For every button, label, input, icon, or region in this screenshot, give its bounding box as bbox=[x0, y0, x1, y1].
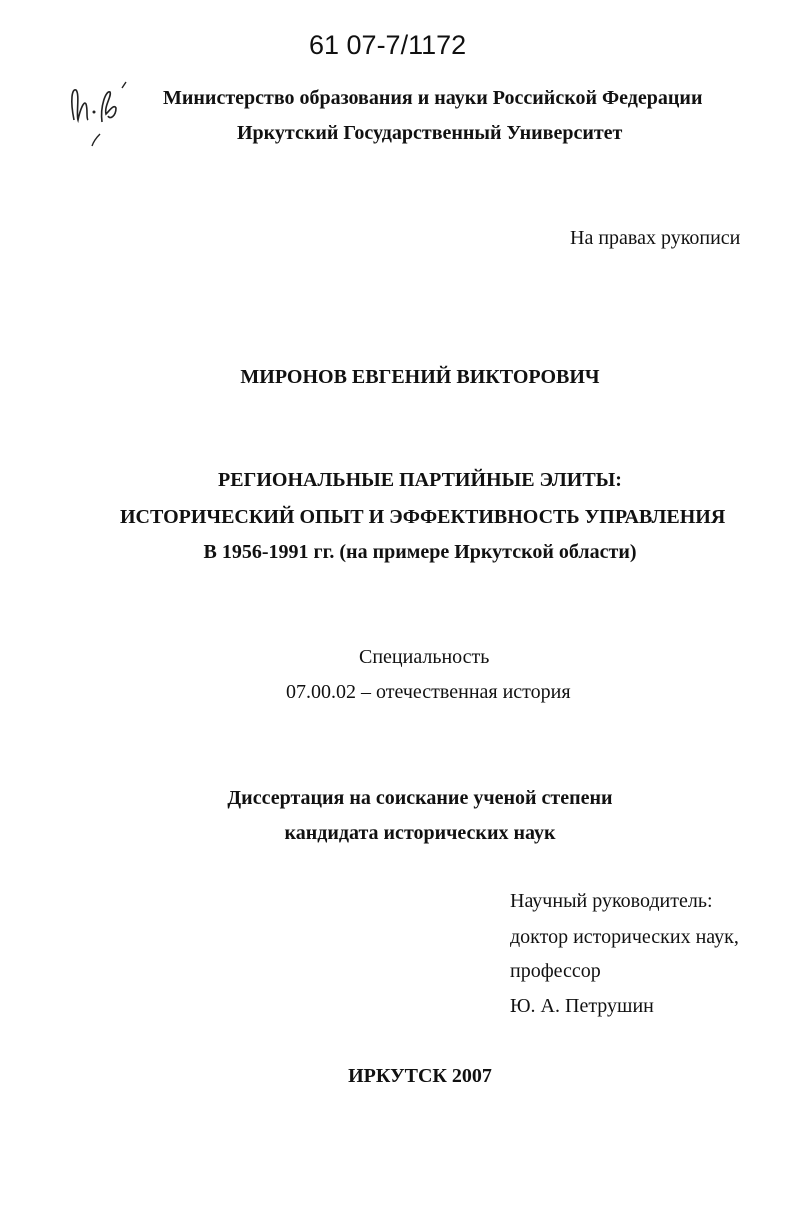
university-name: Иркутский Государственный Университет bbox=[237, 122, 623, 144]
supervisor-rank: профессор bbox=[510, 960, 601, 982]
supervisor-degree: доктор исторических наук, bbox=[510, 926, 739, 948]
specialty-value: 07.00.02 – отечественная история bbox=[286, 681, 571, 703]
dissertation-line-1: Диссертация на соискание ученой степени bbox=[227, 787, 613, 809]
city-year: ИРКУТСК 2007 bbox=[348, 1065, 492, 1087]
supervisor-name: Ю. А. Петрушин bbox=[510, 995, 654, 1017]
archive-code: 61 07-7/1172 bbox=[309, 30, 467, 60]
dissertation-line-2: кандидата исторических наук bbox=[284, 822, 556, 844]
manuscript-note: На правах рукописи bbox=[570, 227, 741, 249]
title-line-2: ИСТОРИЧЕСКИЙ ОПЫТ И ЭФФЕКТИВНОСТЬ УПРАВЛЕНИЯ bbox=[120, 506, 726, 528]
handwritten-signature bbox=[62, 70, 132, 150]
ministry-name: Министерство образования и науки Российской Федерации bbox=[163, 87, 703, 109]
supervisor-label: Научный руководитель: bbox=[510, 890, 713, 912]
title-line-3: В 1956-1991 гг. (на примере Иркутской области) bbox=[203, 541, 637, 563]
title-line-1: РЕГИОНАЛЬНЫЕ ПАРТИЙНЫЕ ЭЛИТЫ: bbox=[218, 469, 622, 491]
author-name: МИРОНОВ ЕВГЕНИЙ ВИКТОРОВИЧ bbox=[240, 366, 600, 388]
specialty-label: Специальность bbox=[359, 646, 490, 668]
